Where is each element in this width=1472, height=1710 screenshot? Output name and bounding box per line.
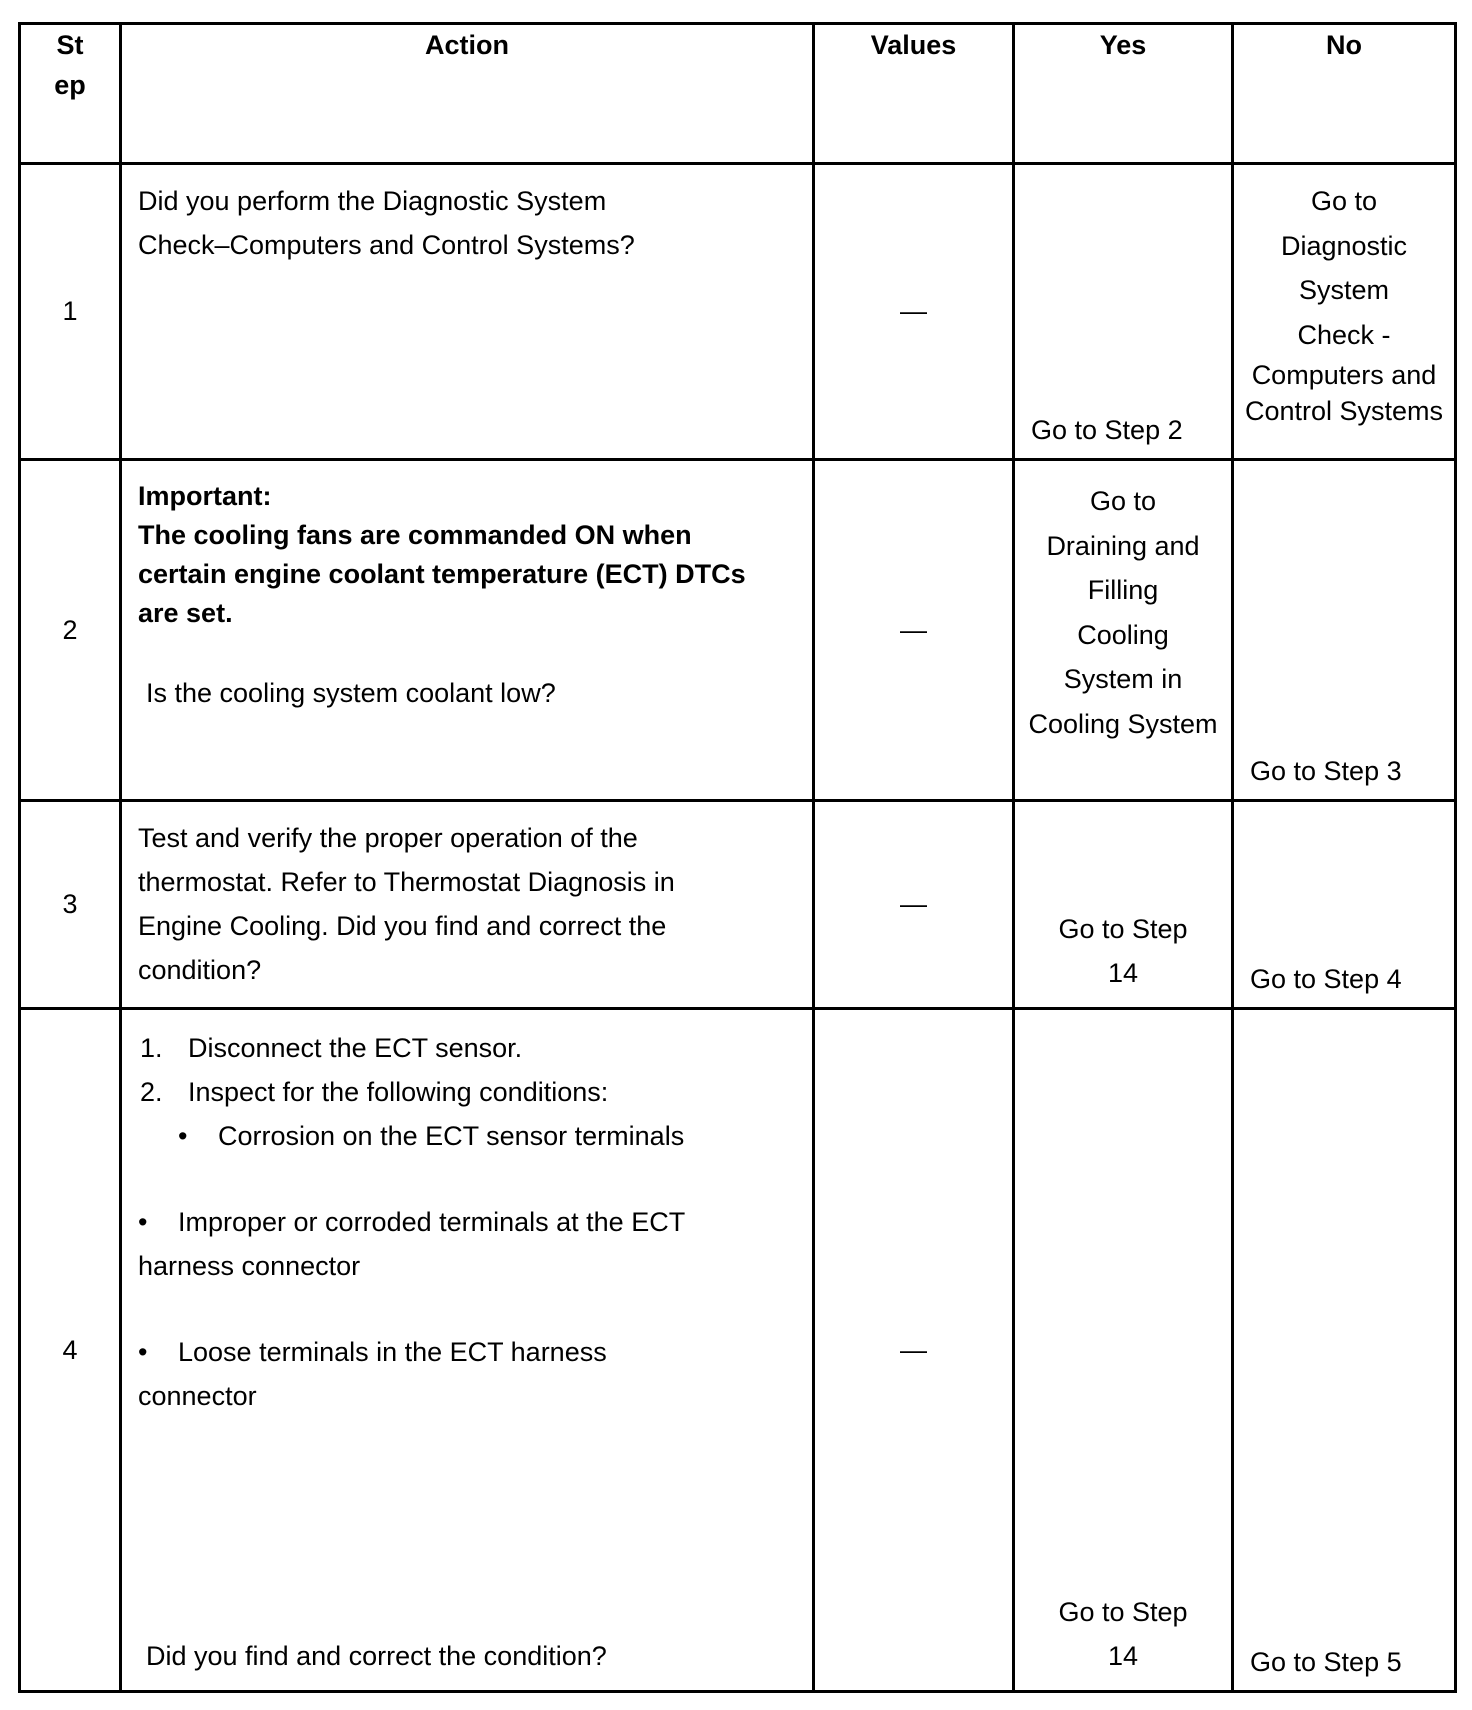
- list-item: 1. Disconnect the ECT sensor.: [140, 1033, 523, 1063]
- action-cell: Important: The cooling fans are commanded ON when certain engine coolant temperature (ECT) DTCs are set. Is the cooling system coolant low?: [121, 460, 814, 801]
- header-action: Action: [121, 24, 814, 164]
- step-number: 3: [20, 801, 121, 1009]
- no-cell: Go to Step 4: [1233, 801, 1456, 1009]
- yes-cell: Go to Step 14: [1014, 1009, 1233, 1692]
- value-cell: —: [814, 1009, 1014, 1692]
- yes-cell: Go to Draining and Filling Cooling System in Cooling System: [1014, 460, 1233, 801]
- list-item: • Loose terminals in the ECT harness: [138, 1337, 607, 1367]
- list-item: • Corrosion on the ECT sensor terminals: [178, 1121, 685, 1151]
- value-cell: —: [814, 801, 1014, 1009]
- header-yes: Yes: [1014, 24, 1233, 164]
- table-row: [20, 164, 1456, 460]
- no-cell: Go to Step 3: [1233, 460, 1456, 801]
- no-cell: Go to Diagnostic System Check - Computers and Control Systems: [1233, 164, 1456, 460]
- table-row: [20, 460, 1456, 801]
- value-cell: —: [814, 164, 1014, 460]
- header-step: St ep: [20, 24, 121, 164]
- action-cell: Did you perform the Diagnostic System Check–Computers and Control Systems?: [121, 164, 814, 460]
- diagnostic-table: [18, 22, 1457, 1693]
- list-item: • Improper or corroded terminals at the ECT: [138, 1207, 686, 1237]
- header-no: No: [1233, 24, 1456, 164]
- table-row: [20, 1009, 1456, 1692]
- header-values: Values: [814, 24, 1014, 164]
- no-cell: Go to Step 5: [1233, 1009, 1456, 1692]
- yes-cell: Go to Step 14: [1014, 801, 1233, 1009]
- step-number: 4: [20, 1009, 121, 1692]
- yes-cell: Go to Step 2: [1014, 164, 1233, 460]
- step-number: 1: [20, 164, 121, 460]
- value-cell: —: [814, 460, 1014, 801]
- header-row: [20, 24, 1456, 164]
- table-row: [20, 801, 1456, 1009]
- question-text: Did you find and correct the condition?: [146, 1641, 607, 1671]
- action-cell: 1. Disconnect the ECT sensor. 2. Inspect for the following conditions: • Corrosion on the ECT sensor terminals • Improper or corroded terminals at the ECT harness connector • Loose terminals in the ECT harness connector Did you find and correct the condition?: [121, 1009, 814, 1692]
- action-cell: Test and verify the proper operation of the thermostat. Refer to Thermostat Diagnosis in Engine Cooling. Did you find and correct the condition?: [121, 801, 814, 1009]
- step-number: 2: [20, 460, 121, 801]
- list-item: 2. Inspect for the following conditions:: [140, 1077, 609, 1107]
